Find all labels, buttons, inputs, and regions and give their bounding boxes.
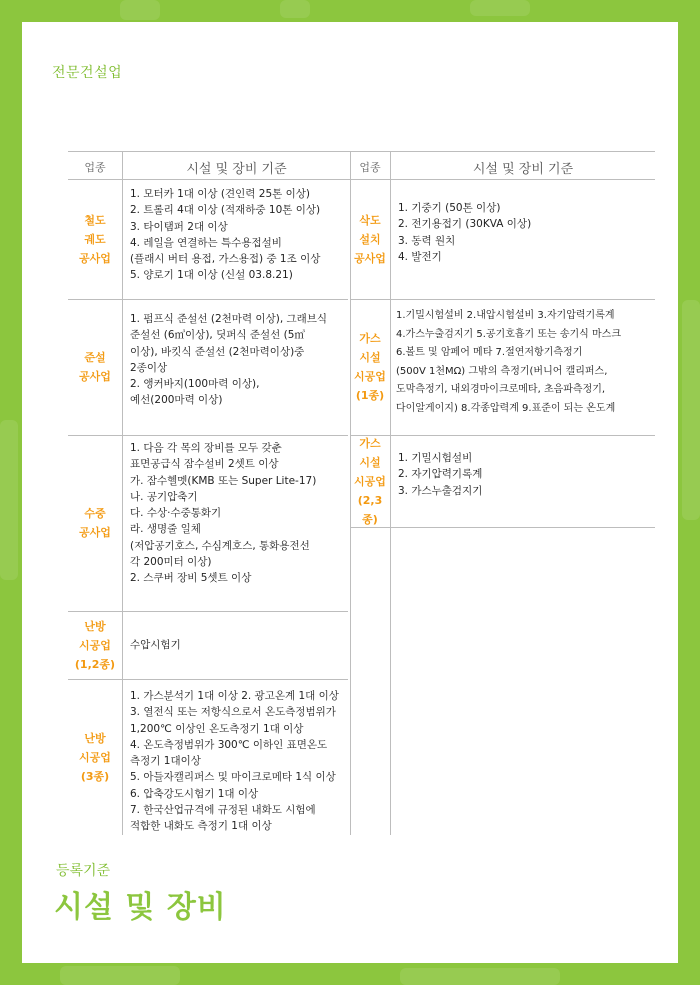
footer-title: 시설 및 장비 [54, 890, 227, 925]
table-top-line [68, 151, 655, 152]
criteria-dredging: 1. 펌프식 준설선 (2천마력 이상), 그래브식 준설선 (6㎥이상), 딧퍼식 준설선 (5㎥ 이상), 바킷식 준설선 (2천마력이상)중 2종이상 2. 앵커바지(100마력 이상), 예선(200마력 이상) [130, 313, 328, 407]
criteria-heating-3: 1. 가스분석기 1대 이상 2. 광고온계 1대 이상 3. 열전식 또는 저항식으로서 온도측정범위가 1,200℃ 이상인 온도측정기 1대 이상 4. 온도측정범위가 300℃ 이하인 표면온도 측정기 1대이상 5. 아들자캘리퍼스 및 마이크로메타 1식 이상 6. 압축강도시험기 1대 이상 7. 한국산업규격에 규정된 내화도 시험에 적합한 내화도 측정기 1대 이상 [130, 690, 339, 833]
criteria-heating-1-2: 수압시험기 [130, 639, 181, 651]
column-divider [390, 151, 391, 835]
header-category-right: 업종 [359, 161, 381, 174]
criteria-underwater: 1. 다음 각 목의 장비를 모두 갖춘 표면공급식 잠수설비 2셋트 이상 가. 잠수헬멧(KMB 또는 Super Lite-17) 나. 공기압축기 다. 수상·수중통화기 라. 생명줄 일체 (저압공기호스, 수심계호스, 통화용전선 각 200미터 이상) 2. 스쿠버 장비 5셋트 이상 [130, 442, 317, 585]
section-label: 전문건설업 [52, 65, 123, 81]
header-criteria-left: 시설 및 장비 기준 [186, 162, 287, 177]
category-railway: 철도 궤도 공사업 [79, 213, 111, 265]
criteria-railway: 1. 모터카 1대 이상 (견인력 25톤 이상) 2. 트롤리 4대 이상 (적재하중 10톤 이상) 3. 타이탬퍼 2대 이상 4. 레일을 연결하는 특수용접설비 (플래시 버터 용접, 가스용접) 중 1조 이상 5. 양로기 1대 이상 (신설 03.8.21) [130, 188, 321, 282]
category-heating-3: 난방 시공업 (3종) [79, 731, 111, 783]
category-ropeway: 삭도 설치 공사업 [354, 213, 386, 265]
category-gas-1: 가스 시설 시공업 (1종) [354, 332, 386, 402]
category-gas-2-3: 가스 시설 시공업 (2,3종) [354, 436, 386, 526]
category-dredging: 준설 공사업 [79, 351, 111, 383]
row-divider [350, 435, 655, 436]
header-category-left: 업종 [84, 161, 106, 174]
criteria-ropeway: 1. 기중기 (50톤 이상) 2. 전기용접기 (30KVA 이상) 3. 동력 원치 4. 발전기 [398, 202, 532, 263]
row-divider [350, 527, 655, 528]
criteria-gas-1: 1.기밀시험설비 2.내압시험설비 3.자기압력기록계 4.가스누출검지기 5.공기호흡기 또는 송기식 마스크 6.볼트 및 암페어 메타 7.절연저항기측정기 (500V 1천MΩ) 그밖의 측정기(버니어 캘리퍼스, 도막측정기, 내외경마이크로메타, 초음파측정기, 다이알게이지) 8.각종압력계 9.표준이 되는 온도계 [396, 310, 621, 414]
criteria-gas-2-3: 1. 기밀시험설비 2. 자기압력기록계 3. 가스누출검지기 [398, 452, 483, 497]
category-underwater: 수중 공사업 [79, 507, 111, 539]
page-sheet [22, 22, 678, 963]
footer-subtitle: 등록기준 [56, 863, 111, 879]
column-divider [122, 151, 123, 835]
row-divider [350, 299, 655, 300]
header-criteria-right: 시설 및 장비 기준 [472, 162, 574, 177]
category-heating-1-2: 난방 시공업 (1,2종) [74, 619, 116, 671]
